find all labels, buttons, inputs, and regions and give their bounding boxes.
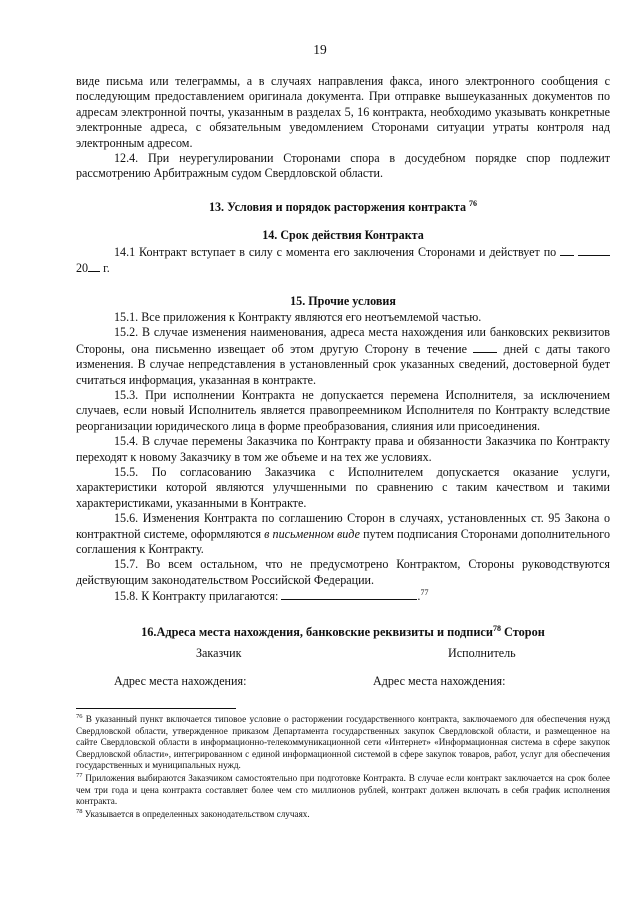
clause-15-2: 15.2. В случае изменения наименования, адреса места нахождения или банковских реквизитов Стороны, она письменно извещает об этом другую Сторону в течение дней с даты такого изменения. В случае непредставления в установленный срок указанных сведений, достоверной будет считаться информация, указанная в контракте. [76, 325, 610, 387]
footnote-78: $^{78}$ Указывается в определенных законодательством случаях. [76, 807, 310, 819]
document-body [76, 74, 610, 692]
blank-line [281, 588, 417, 600]
blank-line [578, 244, 610, 256]
executor-label: Исполнитель [448, 646, 516, 660]
section-16-title: 16.Адреса места нахождения, банковские реквизиты и подписи$^{78}$ Сторон [141, 623, 545, 639]
parties-block [76, 646, 610, 692]
clause-15-4: 15.4. В случае перемены Заказчика по Контракту права и обязанности Заказчика по Контракту переходят к новому Заказчику в том же объеме и на тех же условиях. [76, 434, 610, 464]
footnote-ref-78: 78 [492, 623, 501, 633]
blank-line [88, 260, 100, 272]
executor-address-label: Адрес места нахождения: [373, 674, 506, 688]
page-number: 19 [313, 42, 327, 57]
clause-15-7: 15.7. Во всем остальном, что не предусмотрено Контрактом, Стороны руководствуются действующим законодательством Российской Федерации. [76, 557, 610, 587]
clause-15-5: 15.5. По согласованию Заказчика с Исполнителем допускается оказание услуги, характеристики которой являются улучшенными по сравнению с таким качеством и такими характеристиками, указанными в Контракте. [76, 464, 610, 510]
section-14-title: 14. Срок действия Контракта [262, 228, 424, 243]
clause-15-1: 15.1. Все приложения к Контракту являются его неотъемлемой частью. [114, 309, 482, 324]
customer-label: Заказчик [196, 646, 242, 660]
blank-line [560, 244, 574, 256]
footnote-ref-77: 77 [420, 588, 429, 598]
clause-14-1: 14.1 Контракт вступает в силу с момента его заключения Сторонами и действует по 20 г. [76, 244, 610, 277]
intro-paragraph: виде письма или телеграммы, а в случаях направления факса, иного электронного сообщения с последующим предоставлением оригинала документа. При отправке вышеуказанных документов по адресам электронной почты, указанным в разделах 5, 16 контракта, необходимо указывать конкретные электронные адреса, с обязательным уведомлением Сторонами ситуации утраты контроля над электронным адресом. [76, 74, 610, 150]
footnote-separator [76, 708, 236, 709]
footnote-ref-76: 76 [469, 198, 478, 208]
footnote-77: $^{77}$ Приложения выбираются Заказчиком самостоятельно при подготовке Контракта. В случае если контракт заключается на срок более чем три года и цена контракта составляет более чем сто миллионов рублей, контракт должен включать в себя график исполнения контракта. [76, 771, 610, 807]
clause-15-3: 15.3. При исполнении Контракта не допускается перемена Исполнителя, за исключением случаев, если новый Исполнитель является правопреемником Исполнителя по Контракту вследствие реорганизации юридического лица в форме преобразования, слияния или присоединения. [76, 387, 610, 433]
clause-12-4: 12.4. При неурегулировании Сторонами спора в досудебном порядке спор подлежит рассмотрению Арбитражным судом Свердловской области. [76, 151, 610, 181]
customer-address-label: Адрес места нахождения: [114, 674, 247, 688]
clause-15-6: 15.6. Изменения Контракта по соглашению Сторон в случаях, установленных ст. 95 Закона о контрактной системе, оформляются в письменном виде путем подписания Сторонами дополнительного соглашения к Контракту. [76, 511, 610, 556]
section-15-title: 15. Прочие условия [290, 294, 396, 309]
section-13-title: 13. Условия и порядок расторжения контракта $^{76}$ [208, 198, 478, 214]
clause-15-8: 15.8. К Контракту прилагаются: .$^{77}$ [114, 588, 429, 604]
footnotes [76, 714, 610, 821]
footnote-76: $^{76}$ В указанный пункт включается типовое условие о расторжении государственного контракта, заключаемого для обеспечения нужд Свердловской области, утвержденное приказом Департамента государственных закупок Свердловской области, и размещенное на сайте Свердловской области в информационно-телекоммуникационной сети «Интернет» «Информационная система в сфере закупок Свердловской области», интегрированном с единой информационной системой в сфере закупок товаров, работ, услуг для обеспечения государственных и муниципальных нужд. [76, 712, 610, 771]
blank-line [473, 341, 497, 353]
